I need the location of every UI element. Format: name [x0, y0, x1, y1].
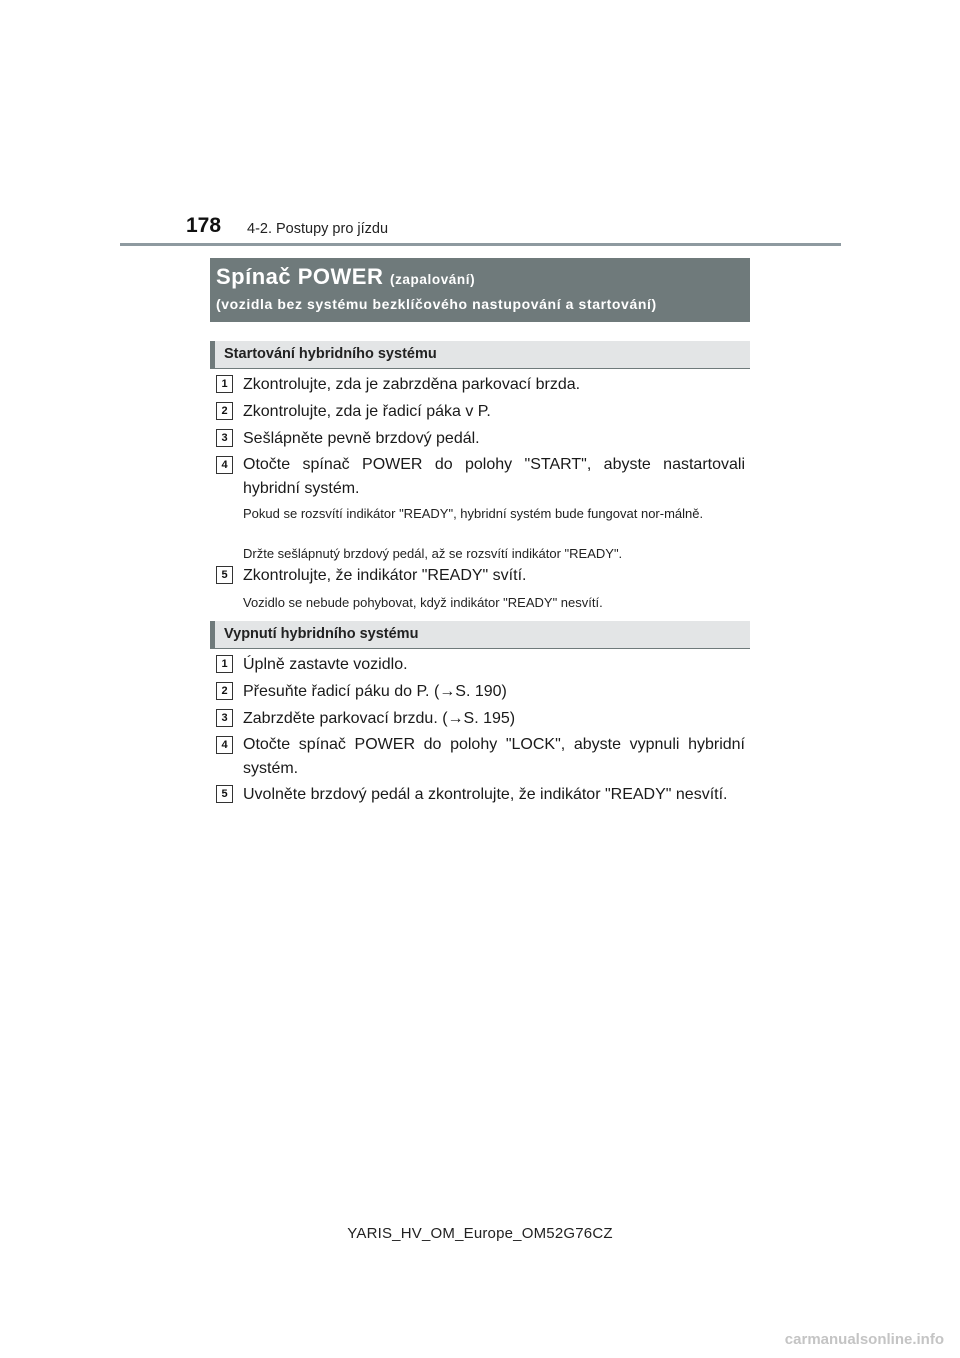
step-badge: 4 [216, 736, 233, 754]
step-badge: 5 [216, 566, 233, 584]
step-text: Otočte spínač POWER do polohy "START", abyste nastartovali hybridní systém. [243, 456, 745, 497]
watermark: carmanualsonline.info [784, 1331, 944, 1348]
step-note: Pokud se rozsvítí indikátor "READY", hybridní systém bude fungovat nor-málně. [243, 506, 704, 521]
step-note: Vozidlo se nebude pohybovat, když indikátor "READY" nesvítí. [243, 595, 603, 610]
header-divider [120, 243, 841, 246]
section-heading-label: Startování hybridního systému [224, 346, 437, 362]
page-number: 178 [186, 214, 222, 237]
step-badge: 3 [216, 709, 233, 727]
section-accent [210, 341, 215, 368]
step-badge: 2 [216, 402, 233, 420]
section-heading-label: Vypnutí hybridního systému [224, 626, 419, 642]
step-badge: 4 [216, 456, 233, 474]
page-title-paren: (zapalování) [389, 272, 476, 287]
step-text: Přesuňte řadicí páku do P. (→S. 190) [243, 683, 507, 700]
step-badge: 1 [216, 655, 233, 673]
page-title-main: Spínač POWER [216, 264, 384, 289]
step-text: Zkontrolujte, zda je řadicí páka v P. [243, 403, 491, 420]
step-text: Zkontrolujte, zda je zabrzděna parkovací brzda. [243, 376, 581, 393]
step-text: Zabrzděte parkovací brzdu. (→S. 195) [243, 710, 516, 727]
step-note: Držte sešlápnutý brzdový pedál, až se rozsvítí indikátor "READY". [243, 546, 623, 561]
section-accent [210, 621, 215, 648]
step-text: Zkontrolujte, že indikátor "READY" svítí. [243, 567, 527, 584]
page-title-box [210, 258, 750, 322]
step-text: Otočte spínač POWER do polohy "LOCK", abyste vypnuli hybridní systém. [243, 736, 745, 777]
step-badge: 2 [216, 682, 233, 700]
step-text: Uvolněte brzdový pedál a zkontrolujte, že indikátor "READY" nesvítí. [243, 786, 728, 803]
page-title [216, 264, 475, 290]
document-code: YARIS_HV_OM_Europe_OM52G76CZ [347, 1225, 613, 1242]
chapter-title: 4-2. Postupy pro jízdu [247, 221, 389, 237]
page-subtitle: (vozidla bez systému bezklíčového nastupování a startování) [216, 296, 657, 312]
step-badge: 1 [216, 375, 233, 393]
step-text: Úplně zastavte vozidlo. [243, 656, 408, 673]
step-badge: 5 [216, 785, 233, 803]
step-text: Sešlápněte pevně brzdový pedál. [243, 430, 480, 447]
section-heading-stop [210, 621, 750, 649]
section-heading-start [210, 341, 750, 369]
step-badge: 3 [216, 429, 233, 447]
